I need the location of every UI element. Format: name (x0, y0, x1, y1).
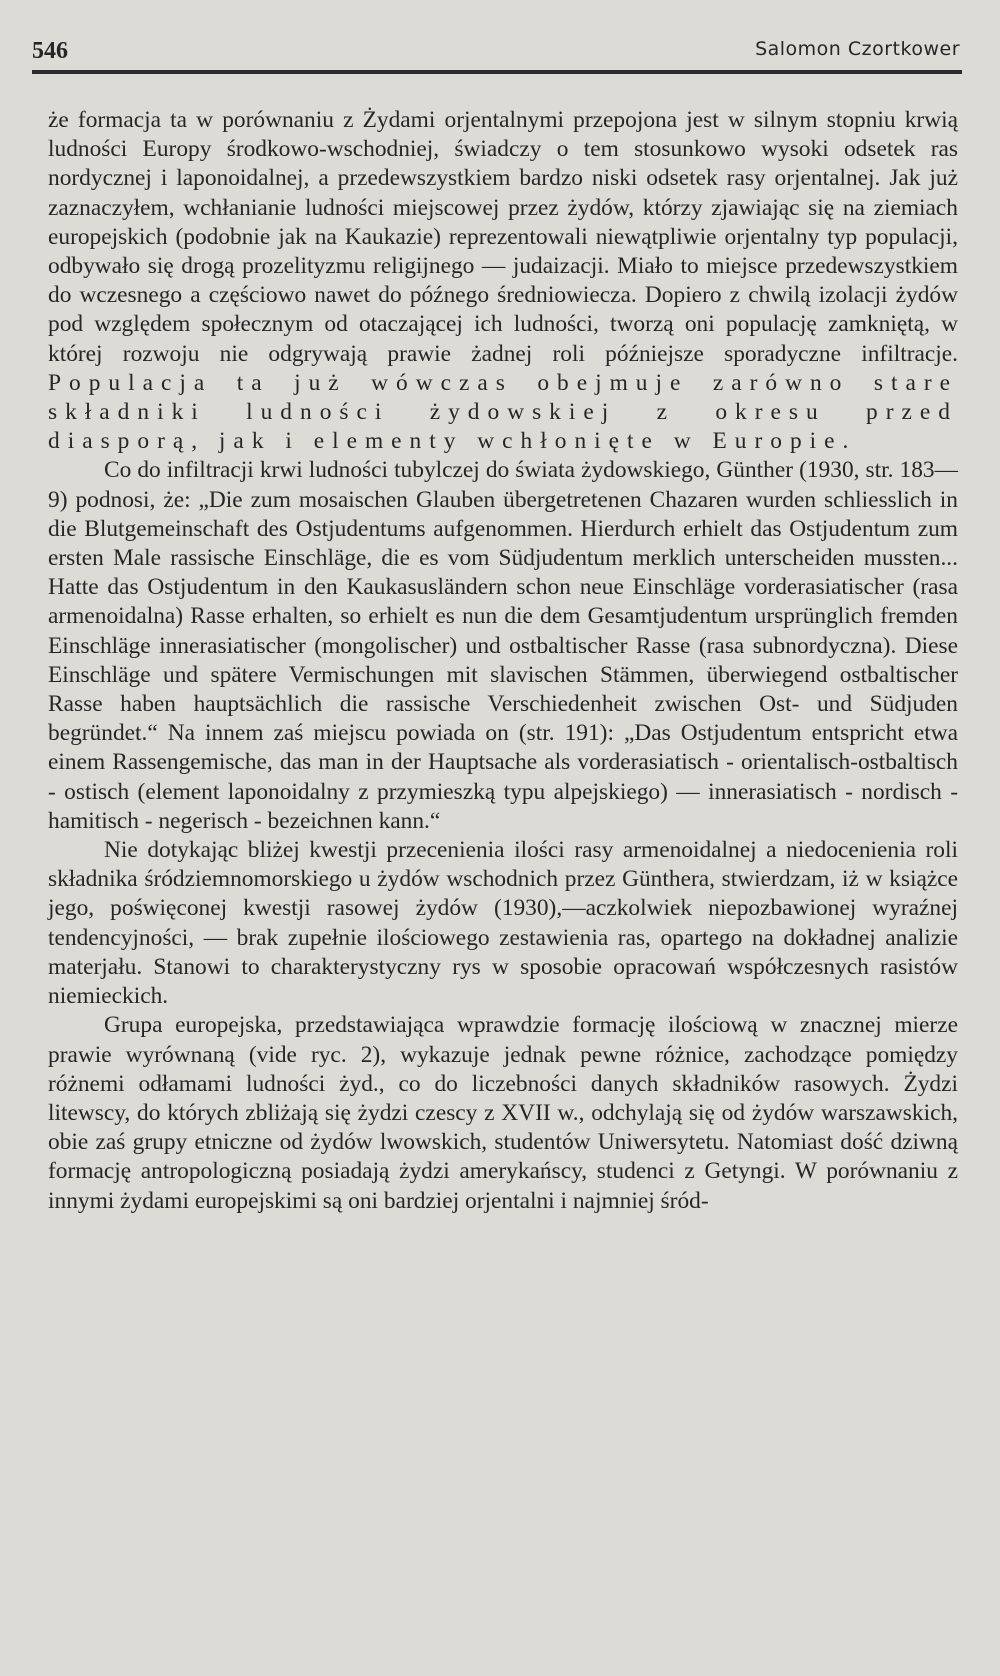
running-head: Salomon Czortkower (755, 38, 960, 60)
paragraph-1-text: że formacja ta w porównaniu z Żydami orjentalnymi przepojona jest w silnym stopniu krwią ludności Europy środkowo-wschodniej, świadczy o tem stosunkowo wysoki odsetek ras nordycznej i laponoidalnej, a przedewszystkiem bardzo niski odsetek rasy orjentalnej. Jak już zaznaczyłem, wchłanianie ludności miejscowej przez żydów, którzy zjawiając się na ziemiach europejskich (podobnie jak na Kaukazie) reprezentowali niewątpliwie orjentalny typ populacji, odbywało się drogą prozelityzmu religijnego — judaizacji. Miało to miejsce przedewszystkiem do wczesnego a częściowo nawet do późnego średniowiecza. Dopiero z chwilą izolacji żydów pod względem społecznym od otaczającej ich ludności, tworzą oni populację zamkniętą, w której rozwoju nie odgrywają prawie żadnej roli późniejsze sporadyczne infiltracje. (48, 107, 958, 367)
header-rule (32, 70, 962, 74)
paragraph-1 (48, 106, 958, 456)
body-text (48, 106, 958, 1216)
paragraph-1-emphasis: Populacja ta już wówczas obejmuje zarówno stare składniki ludności żydowskiej z okresu przed diasporą, jak i elementy wchłonięte w Europie. (48, 369, 958, 455)
paragraph-4: Grupa europejska, przedstawiająca wprawdzie formację ilościową w znacznej mierze prawie wyrównaną (vide ryc. 2), wykazuje jednak pewne różnice, zachodzące pomiędzy różnemi odłamami ludności żyd., co do liczebności danych składników rasowych. Żydzi litewscy, do których zbliżają się żydzi czescy z XVII w., odchylają się od żydów warszawskich, obie zaś grupy etniczne od żydów lwowskich, studentów Uniwersytetu. Natomiast dość dziwną formację antropologiczną posiadają żydzi amerykańscy, studenci z Getyngi. W porównaniu z innymi żydami europejskimi są oni bardziej orjentalni i najmniej śród- (48, 1012, 958, 1214)
paragraph-3: Nie dotykając bliżej kwestji przecenienia ilości rasy armenoidalnej a niedocenienia roli składnika śródziemnomorskiego u żydów wschodnich przez Günthera, stwierdzam, iż w książce jego, poświęconej kwestji rasowej żydów (1930),—aczkolwiek niepozbawionej wyraźnej tendencyjności, — brak zupełnie ilościowego zestawienia ras, opartego na dokładnej analizie materjału. Stanowi to charakterystyczny rys w sposobie opracowań współczesnych rasistów niemieckich. (48, 837, 958, 1010)
page-number: 546 (32, 38, 68, 64)
paragraph-2: Co do infiltracji krwi ludności tubylczej do świata żydowskiego, Günther (1930, str. 183—9) podnosi, że: „Die zum mosaischen Glauben übergetretenen Chazaren wurden schliesslich in die Blutgemeinschaft des Ostjudentums aufgenommen. Hierdurch erhielt das Ostjudentum zum ersten Male rassische Einschläge, die es vom Südjudentum merklich unterscheiden mussten... Hatte das Ostjudentum in den Kaukasusländern schon neue Einschläge vorderasiatischer (rasa armenoidalna) Rasse erhalten, so erhielt es nun die dem Gesamtjudentum ursprünglich fremden Einschläge innerasiatischer (mongolischer) und ostbaltischer Rasse (rasa subnordyczna). Diese Einschläge und spätere Vermischungen mit slavischen Stämmen, überwiegend ostbaltischer Rasse haben hauptsächlich die rassische Verschiedenheit zwischen Ost- und Südjuden begründet.“ Na innem zaś miejscu powiada on (str. 191): „Das Ostjudentum entspricht etwa einem Rassengemische, das man in der Hauptsache als vorderasiatisch - orientalisch-ostbaltisch - ostisch (element laponoidalny z przymieszką typu alpejskiego) — innerasiatisch - nordisch - hamitisch - negerisch - bezeichnen kann.“ (48, 457, 958, 834)
